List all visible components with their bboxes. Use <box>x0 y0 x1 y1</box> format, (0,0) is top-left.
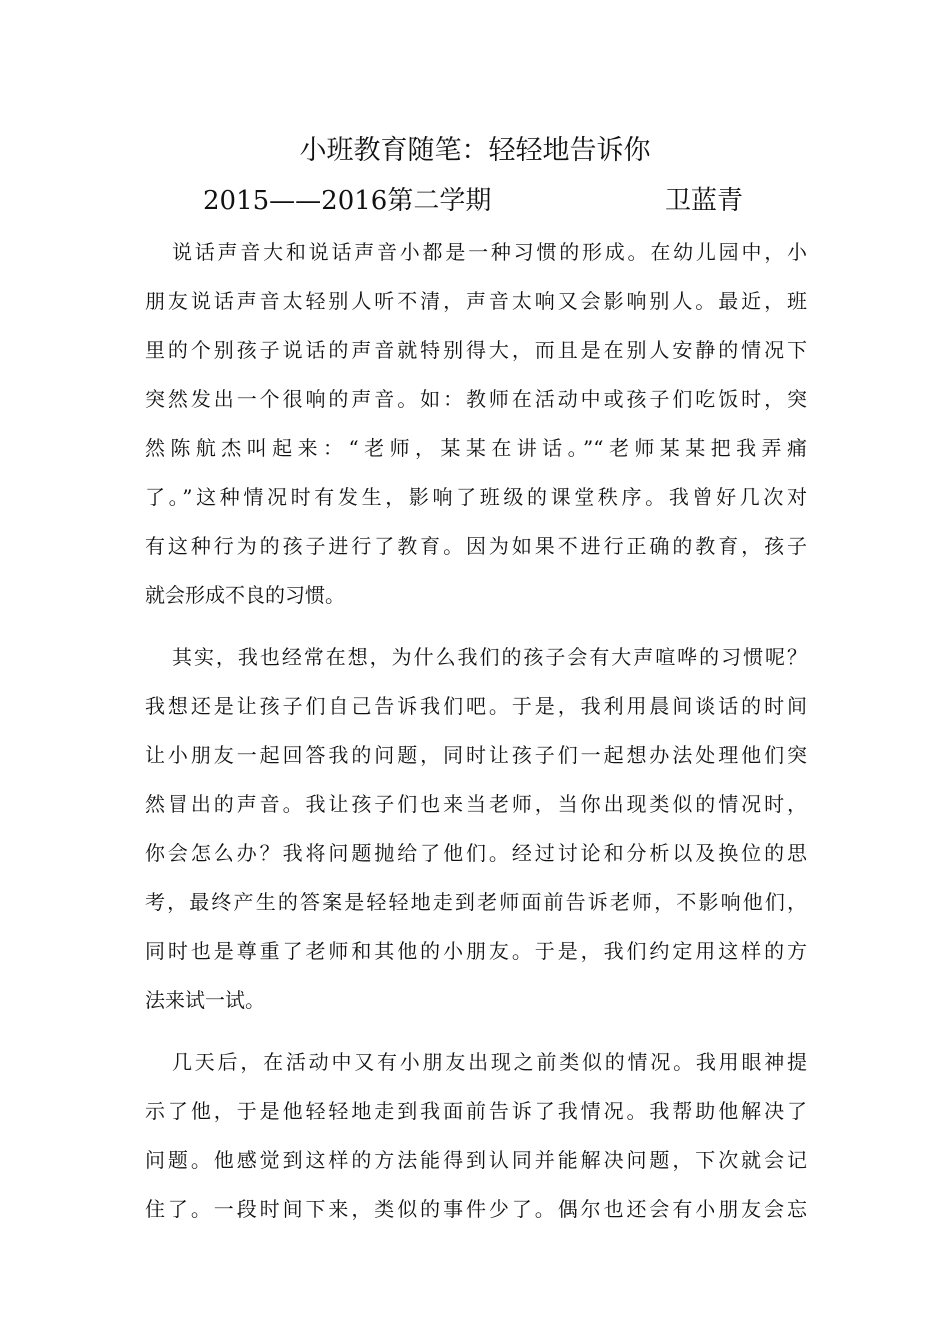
paragraph-line: 同时也是尊重了老师和其他的小朋友。于是，我们约定用这样的方 <box>145 939 807 963</box>
paragraph-line: 你会怎么办？我将问题抛给了他们。经过讨论和分析以及换位的思 <box>145 841 807 865</box>
term-label: 2015——2016第二学期 <box>203 186 492 216</box>
paragraph-line: 让小朋友一起回答我的问题，同时让孩子们一起想办法处理他们突 <box>145 743 807 767</box>
paragraph-line: 问题。他感觉到这样的方法能得到认同并能解决问题，下次就会记 <box>145 1148 807 1172</box>
paragraph-2 <box>145 633 807 1025</box>
paragraph-line: 几天后，在活动中又有小朋友出现之前类似的情况。我用眼神提 <box>172 1050 807 1074</box>
paragraph-1 <box>145 228 807 620</box>
paragraph-line: 考，最终产生的答案是轻轻地走到老师面前告诉老师，不影响他们， <box>145 890 807 914</box>
paragraph-line: 里的个别孩子说话的声音就特别得大，而且是在别人安静的情况下 <box>145 338 807 362</box>
paragraph-3 <box>145 1038 807 1234</box>
paragraph-line: 说话声音大和说话声音小都是一种习惯的形成。在幼儿园中，小 <box>172 240 807 264</box>
paragraph-line: 突然发出一个很响的声音。如：教师在活动中或孩子们吃饭时，突 <box>145 387 807 411</box>
paragraph-line: 朋友说话声音太轻别人听不清，声音太响又会影响别人。最近，班 <box>145 289 807 313</box>
paragraph-line: 然冒出的声音。我让孩子们也来当老师，当你出现类似的情况时， <box>145 792 807 816</box>
paragraph-line: 就会形成不良的习惯。 <box>145 583 345 607</box>
paragraph-line: 有这种行为的孩子进行了教育。因为如果不进行正确的教育，孩子 <box>145 534 807 558</box>
paragraph-line: 示了他，于是他轻轻地走到我面前告诉了我情况。我帮助他解决了 <box>145 1099 807 1123</box>
paragraph-line: 住了。一段时间下来，类似的事件少了。偶尔也还会有小朋友会忘 <box>145 1197 807 1221</box>
paragraph-line: 法来试一试。 <box>145 988 265 1012</box>
document-title: 小班教育随笔：轻轻地告诉你 <box>299 135 651 166</box>
author-name: 卫蓝青 <box>665 186 744 216</box>
paragraph-line: 我想还是让孩子们自己告诉我们吧。于是，我利用晨间谈话的时间 <box>145 694 807 718</box>
document-subtitle <box>203 181 744 221</box>
paragraph-line: 了。”这种情况时有发生，影响了班级的课堂秩序。我曾好几次对 <box>145 485 807 509</box>
paragraph-line: 其实，我也经常在想，为什么我们的孩子会有大声喧哗的习惯呢？ <box>172 645 807 669</box>
paragraph-line: 然陈航杰叫起来：“老师，某某在讲话。”“老师某某把我弄痛 <box>145 436 807 460</box>
